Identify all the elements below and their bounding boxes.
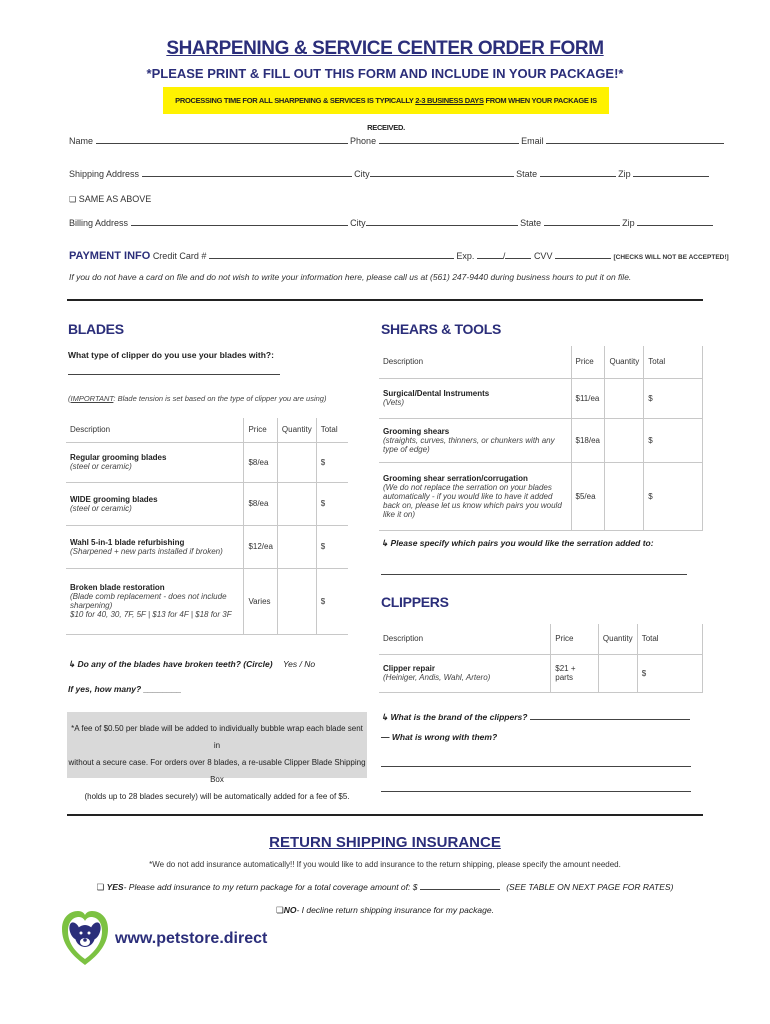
zip-label: Zip (618, 169, 631, 179)
important-text: : Blade tension is set based on the type of clipper you are using) (113, 394, 327, 403)
important-open: ( (68, 394, 71, 403)
row-price: $11/ea (571, 378, 605, 418)
clippers-table (379, 624, 703, 693)
row-total[interactable]: $ (644, 418, 703, 462)
row-description (379, 654, 551, 692)
billing-state-field[interactable] (544, 216, 620, 226)
shipping-address-field[interactable] (142, 167, 352, 177)
row-quantity[interactable] (605, 418, 644, 462)
row-total[interactable]: $ (644, 462, 703, 530)
insurance-note: *We do not add insurance automatically!! If you would like to add insurance to the return shipping, please specify the amount needed. (149, 860, 621, 869)
city-label: City (354, 169, 370, 179)
table-header (379, 346, 703, 378)
no-text: - I decline return shipping insurance for my package. (296, 905, 494, 915)
shipping-label: Shipping Address (69, 169, 140, 179)
row-sub: (Blade comb replacement - does not include sharpening) (70, 592, 227, 610)
brand-row (381, 710, 690, 723)
row-total[interactable]: $ (637, 654, 702, 692)
billing-row (69, 216, 713, 228)
important-note (68, 394, 326, 403)
row-sub: (Sharpened + new parts installed if broken) (70, 546, 223, 556)
city-field[interactable] (370, 167, 514, 177)
exp-month-field[interactable] (477, 249, 503, 259)
row-quantity[interactable] (605, 462, 644, 530)
row-price: $8/ea (244, 482, 277, 525)
row-price: $21 + parts (551, 654, 599, 692)
broken-teeth-row (68, 659, 315, 670)
row-quantity[interactable] (277, 482, 316, 525)
row-price: $18/ea (571, 418, 605, 462)
row-description (66, 568, 244, 634)
clipper-type-field[interactable] (68, 374, 280, 375)
table-row (66, 442, 348, 482)
table-row (379, 654, 703, 692)
row-sub: (steel or ceramic) (70, 503, 132, 513)
state-field[interactable] (540, 167, 616, 177)
processing-days: 2-3 BUSINESS DAYS (415, 96, 484, 105)
processing-text-post: FROM WHEN YOUR PACKAGE IS RECEIVED. (367, 96, 597, 132)
col-total: Total (316, 418, 348, 442)
col-total: Total (637, 624, 702, 654)
yes-no-options[interactable]: Yes / No (282, 659, 316, 669)
page-subtitle: *PLEASE PRINT & FILL OUT THIS FORM AND INCLUDE IN YOUR PACKAGE!* (146, 66, 624, 81)
cvv-label: CVV (533, 251, 553, 261)
zip-field[interactable] (633, 167, 709, 177)
payment-note: If you do not have a card on file and do not wish to write your information here, please call us at (561) 247-9440 during business hours to put it on file. (69, 272, 632, 282)
row-price: $5/ea (571, 462, 605, 530)
col-description: Description (379, 624, 551, 654)
col-quantity: Quantity (598, 624, 637, 654)
row-name: Wahl 5-in-1 blade refurbishing (70, 537, 185, 547)
wrong-question: — What is wrong with them? (381, 732, 498, 742)
clipper-type-question: What type of clipper do you use your blades with?: (68, 350, 274, 360)
row-quantity[interactable] (277, 442, 316, 482)
no-checkbox-icon[interactable]: ❏ (276, 905, 284, 915)
state-label: State (516, 169, 538, 179)
name-label: Name (69, 136, 94, 146)
row-sub: (straights, curves, thinners, or chunkers with any type of edge) (383, 435, 555, 454)
city-label: City (350, 218, 366, 228)
row-name: Broken blade restoration (70, 583, 165, 592)
phone-label: Phone (350, 136, 377, 146)
row-total[interactable]: $ (316, 525, 348, 568)
petstore-logo-icon (60, 909, 110, 967)
zip-label: Zip (622, 218, 635, 228)
divider (67, 299, 703, 301)
yes-label: YES (106, 882, 124, 892)
yes-text: - Please add insurance to my return package for a total coverage amount of: $ (123, 882, 418, 892)
row-name: WIDE grooming blades (70, 494, 158, 504)
payment-heading: PAYMENT INFO (69, 250, 151, 262)
email-field[interactable] (546, 134, 724, 144)
row-price: $12/ea (244, 525, 277, 568)
col-price: Price (244, 418, 277, 442)
checks-note: [CHECKS WILL NOT BE ACCEPTED!] (613, 254, 729, 261)
billing-address-field[interactable] (131, 216, 348, 226)
row-total[interactable]: $ (316, 442, 348, 482)
row-description (66, 442, 244, 482)
row-description (66, 482, 244, 525)
serration-field[interactable] (381, 574, 687, 575)
row-description (379, 418, 571, 462)
coverage-amount-field[interactable] (420, 880, 500, 890)
clippers-heading: CLIPPERS (381, 594, 449, 610)
insurance-no-row (0, 905, 770, 916)
row-name: Surgical/Dental Instruments (383, 389, 490, 398)
phone-field[interactable] (379, 134, 519, 144)
row-sub: (Vets) (383, 398, 405, 407)
divider (67, 814, 703, 816)
brand-question: ↳ What is the brand of the clippers? (381, 712, 528, 722)
important-label: IMPORTANT (70, 394, 114, 403)
row-sub2: $10 for 40, 30, 7F, 5F | $13 for 4F | $18 for 3F (70, 610, 232, 619)
row-name: Grooming shear serration/corrugation (383, 473, 528, 483)
row-description (66, 525, 244, 568)
checks-note-text: CHECKS WILL NOT BE ACCEPTED! (615, 254, 727, 261)
row-price: Varies (244, 568, 277, 634)
row-total[interactable]: $ (316, 568, 348, 634)
col-total: Total (644, 346, 703, 378)
insurance-heading: RETURN SHIPPING INSURANCE (269, 834, 501, 851)
no-label: NO (283, 905, 297, 915)
processing-banner (163, 87, 609, 132)
credit-card-label: Credit Card # (152, 251, 207, 261)
shears-heading: SHEARS & TOOLS (381, 321, 502, 337)
same-as-above-label: SAME AS ABOVE (78, 194, 152, 204)
table-row (66, 482, 348, 525)
blades-table (66, 418, 348, 635)
blades-heading: BLADES (68, 321, 124, 337)
row-sub: (We do not replace the serration on your blades automatically - if you would like to have it added back on, please let us know which pairs you would like it on) (383, 482, 562, 519)
brand-url[interactable]: www.petstore.direct (115, 930, 268, 947)
table-row (379, 378, 703, 418)
cvv-field[interactable] (555, 249, 611, 259)
row-description (379, 378, 571, 418)
col-description: Description (66, 418, 244, 442)
fee-note-line: (holds up to 28 blades securely) will be automatically added for a fee of $5. (84, 792, 350, 801)
row-quantity[interactable] (598, 654, 637, 692)
table-row (66, 568, 348, 634)
row-name: Regular grooming blades (70, 453, 167, 462)
col-price: Price (551, 624, 599, 654)
fee-note-line: *A fee of $0.50 per blade will be added to individually bubble wrap each blade sent in (71, 724, 363, 750)
exp-year-field[interactable] (505, 249, 531, 259)
exp-label: Exp. (456, 251, 475, 261)
same-as-above-row (69, 194, 151, 204)
state-label: State (520, 218, 542, 228)
row-total[interactable]: $ (316, 482, 348, 525)
billing-city-field[interactable] (366, 216, 518, 226)
yes-checkbox-icon[interactable]: ❏ (96, 882, 105, 892)
col-quantity: Quantity (605, 346, 644, 378)
yes-suffix: (SEE TABLE ON NEXT PAGE FOR RATES) (506, 882, 674, 892)
billing-label: Billing Address (69, 218, 129, 228)
row-quantity[interactable] (605, 378, 644, 418)
row-quantity[interactable] (277, 525, 316, 568)
wrong-field-line-1[interactable] (381, 766, 691, 767)
brand-field[interactable] (530, 710, 690, 720)
table-row (379, 418, 703, 462)
table-row (379, 462, 703, 530)
row-sub: (Heiniger, Andis, Wahl, Artero) (383, 673, 491, 682)
fee-note-box (67, 712, 367, 801)
broken-teeth-question: ↳ Do any of the blades have broken teeth? (Circle) (68, 659, 273, 669)
table-header (66, 418, 348, 442)
wrong-field-line-2[interactable] (381, 791, 691, 792)
email-label: Email (521, 136, 544, 146)
insurance-yes-row (0, 880, 770, 893)
col-quantity: Quantity (277, 418, 316, 442)
fee-note-line: without a secure case. For orders over 8 blades, a re-usable Clipper Blade Shipping Box (68, 758, 366, 784)
table-header (379, 624, 703, 654)
serration-question: ↳ Please specify which pairs you would like the serration added to: (381, 538, 654, 548)
shears-table (379, 346, 703, 531)
col-description: Description (379, 346, 571, 378)
name-field[interactable] (96, 134, 348, 144)
col-price: Price (571, 346, 605, 378)
table-row (66, 525, 348, 568)
checkbox-icon[interactable]: ❏ (69, 195, 77, 204)
page-title: SHARPENING & SERVICE CENTER ORDER FORM (166, 38, 604, 59)
row-quantity[interactable] (277, 568, 316, 634)
name-row (69, 134, 724, 146)
row-description (379, 462, 571, 530)
credit-card-field[interactable] (209, 249, 454, 259)
processing-text-pre: PROCESSING TIME FOR ALL SHARPENING & SERVICES IS TYPICALLY (175, 96, 416, 105)
billing-zip-field[interactable] (637, 216, 713, 226)
how-many-question[interactable]: If yes, how many? ________ (68, 684, 182, 694)
row-name: Clipper repair (383, 664, 436, 673)
row-price: $8/ea (244, 442, 277, 482)
shipping-row (69, 167, 709, 179)
payment-row: PAYMENT INFO Credit Card # Exp. / CVV [CHECKS WILL NOT BE ACCEPTED!] (69, 250, 729, 262)
row-name: Grooming shears (383, 426, 450, 436)
row-total[interactable]: $ (644, 378, 703, 418)
row-sub: (steel or ceramic) (70, 462, 132, 471)
